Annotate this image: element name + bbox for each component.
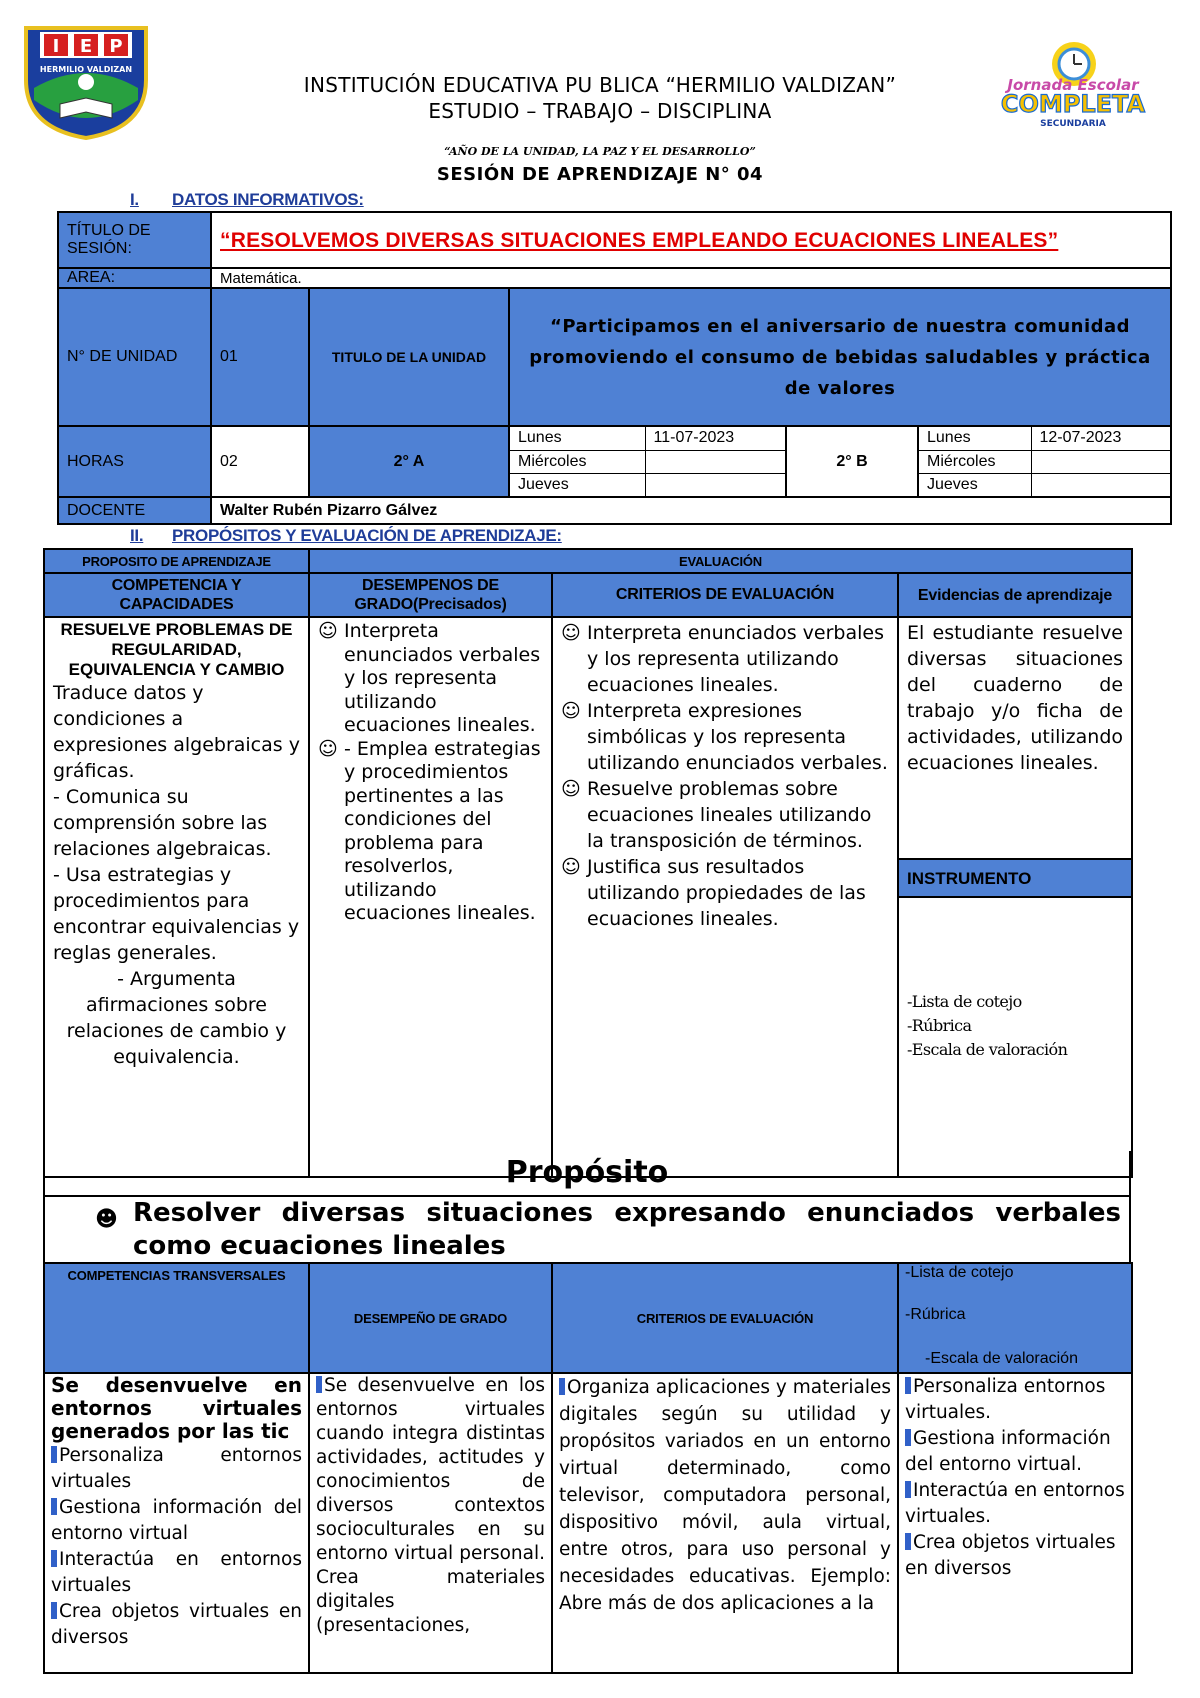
smiley-icon: ☺ (318, 737, 338, 760)
instrumento-1: -Lista de cotejo (907, 992, 1022, 1011)
criterios-evaluacion-header: CRITERIOS DE EVALUACIÓN (552, 1263, 898, 1373)
criterios-cell (552, 617, 898, 1177)
competencia-transversal-title: Se desenvuelve en entornos virtuales generados por las tic (51, 1373, 302, 1443)
instrumento-2: -Rúbrica (907, 1016, 972, 1035)
day-miercoles-b: Miércoles (919, 450, 1031, 473)
area-label: AREA: (58, 268, 211, 288)
smiley-icon: ☻ (95, 1207, 118, 1232)
unidad-label: N° DE UNIDAD (58, 288, 211, 426)
institution-name: INSTITUCIÓN EDUCATIVA PU BLICA “HERMILIO VALDIZAN” ESTUDIO – TRABAJO – DISCIPLINA (180, 72, 1020, 124)
document-header (0, 0, 1200, 195)
propositos-table (43, 548, 1133, 1178)
desempeno-1: ☺ Interpreta enunciados verbales y los representa utilizando ecuaciones lineales. (318, 620, 541, 736)
instrumento-cell (898, 859, 1132, 1177)
section-1-title: I. DATOS INFORMATIVOS: (130, 190, 364, 209)
capacidad-t-4: Crea objetos virtuales en diversos (51, 1601, 302, 1648)
docente-value: Walter Rubén Pizarro Gálvez (211, 497, 1171, 524)
proposito-aprendizaje-header: PROPOSITO DE APRENDIZAJE (44, 549, 309, 573)
bullet-icon (51, 1446, 57, 1463)
bullet-icon (316, 1376, 322, 1393)
bullet-icon (905, 1481, 911, 1498)
datos-informativos-table (57, 211, 1172, 525)
logo-line2: COMPLETA (1000, 90, 1146, 118)
evidencias-header: Evidencias de aprendizaje (898, 573, 1132, 617)
titulo-sesion-label: TÍTULO DE SESIÓN: (58, 212, 211, 268)
bullet-icon (51, 1498, 57, 1515)
competencia-cell (44, 617, 309, 1177)
schedule-a (509, 426, 786, 497)
desempeno-2: ☺ - Emplea estrategias y procedimientos pertinentes a las condiciones del problema para resolverlos, utilizando ecuaciones lineales. (318, 737, 541, 924)
instrumento-header: INSTRUMENTO (899, 860, 1131, 898)
day-jueves-b: Jueves (919, 473, 1031, 496)
horas-value: 02 (211, 426, 309, 497)
bullet-icon (51, 1602, 57, 1619)
jornada-completa-logo (996, 34, 1150, 130)
day-jueves-a: Jueves (510, 473, 645, 496)
capacidad-4: - Argumenta afirmaciones sobre relaciones de cambio y equivalencia. (66, 968, 287, 1068)
titulo-sesion-value: “RESOLVEMOS DIVERSAS SITUACIONES EMPLEANDO ECUACIONES LINEALES” (211, 212, 1171, 268)
logo-line1: Jornada Escolar (1007, 76, 1139, 94)
evidencias-transversal-cell (898, 1373, 1132, 1673)
capacidad-t-3: Interactúa en entornos virtuales (51, 1549, 302, 1596)
trans-instr-1: -Lista de cotejo (905, 1264, 1014, 1281)
date-a: 11-07-2023 (645, 427, 785, 450)
smiley-icon: ☺ (561, 700, 581, 722)
titulo-unidad-value: “Participamos en el aniversario de nuestra comunidad promoviendo el consumo de bebidas saludables y práctica de valores (509, 288, 1171, 426)
smiley-icon: ☺ (561, 856, 581, 878)
competencia-transversal-cell (44, 1373, 309, 1673)
year-motto: “AÑO DE LA UNIDAD, LA PAZ Y EL DESARROLLO” (444, 145, 756, 158)
competencia-header: COMPETENCIA Y CAPACIDADES (44, 573, 309, 617)
horas-label: HORAS (58, 426, 211, 497)
criterio-transversal-cell (552, 1373, 898, 1673)
competencias-transversales-header: COMPETENCIAS TRANSVERSALES (44, 1263, 309, 1373)
smiley-icon: ☺ (561, 778, 581, 800)
instrumento-list (899, 898, 1131, 1062)
trans-instr-3: -Escala de valoración (925, 1350, 1078, 1367)
criterios-header: CRITERIOS DE EVALUACIÓN (552, 573, 898, 617)
trans-instr-2: -Rúbrica (905, 1306, 966, 1323)
criterio-4: ☺ Justifica sus resultados utilizando propiedades de las ecuaciones lineales. (561, 856, 866, 930)
titulo-unidad-label: TITULO DE LA UNIDAD (309, 288, 509, 426)
capacidad-1: Traduce datos y condiciones a expresiones algebraicas y gráficas. (53, 682, 300, 782)
logo-letter-i: I (52, 36, 60, 57)
date-b: 12-07-2023 (1031, 427, 1170, 450)
desempeno-transversal-cell (309, 1373, 552, 1673)
unidad-value: 01 (211, 288, 309, 426)
school-shield-logo (20, 18, 152, 140)
instrumentos-header (898, 1263, 1132, 1373)
grade-a: 2° A (309, 426, 509, 497)
logo-line3: SECUNDARIA (1040, 119, 1106, 129)
proposito-text: Resolver diversas situaciones expresando enunciados verbales como ecuaciones lineales (133, 1198, 1121, 1261)
session-title: SESIÓN DE APRENDIZAJE N° 04 (436, 164, 764, 185)
grade-b: 2° B (786, 426, 918, 497)
transversales-table (43, 1262, 1133, 1674)
bullet-icon (905, 1377, 911, 1394)
instrumento-3: -Escala de valoración (907, 1040, 1068, 1059)
capacidad-t-2: Gestiona información del entorno virtual (51, 1497, 302, 1544)
area-value: Matemática. (211, 268, 1171, 288)
evidencia-t-4: Crea objetos virtuales en diversos (905, 1532, 1116, 1579)
proposito-text-box (43, 1195, 1131, 1264)
smiley-icon: ☺ (561, 622, 581, 644)
institution-motto: ESTUDIO – TRABAJO – DISCIPLINA (428, 99, 772, 123)
criterio-transversal-text: Organiza aplicaciones y materiales digitales según su utilidad y propósitos variados en un entorno virtual determinado, como televisor, computadora personal, dispositivo móvil, aula virtual, entre otros, para uso personal y necesidades educativas. Ejemplo: Abre más de dos aplicaciones a la (559, 1377, 891, 1614)
day-lunes-b: Lunes (919, 427, 1031, 450)
bullet-icon (559, 1378, 565, 1395)
proposito-title: Propósito (43, 1151, 1131, 1195)
evaluacion-header: EVALUACIÓN (309, 549, 1132, 573)
svg-text:HERMILIO VALDIZAN: HERMILIO VALDIZAN (39, 65, 133, 74)
evidencia-t-3: Interactúa en entornos virtuales. (905, 1480, 1125, 1527)
capacidad-t-1: Personaliza entornos virtuales (51, 1445, 302, 1492)
criterio-1: ☺ Interpreta enunciados verbales y los representa utilizando ecuaciones lineales. (561, 622, 884, 696)
desempeno-transversal-text: Se desenvuelve en los entornos virtuales cuando integra distintas actividades, actitudes y conocimientos de diversos contextos socioculturales en su entorno virtual personal. Crea materiales digitales (presentaciones, (316, 1375, 545, 1636)
evidencia-t-1: Personaliza entornos virtuales. (905, 1376, 1106, 1423)
desempenos-header: DESEMPENOS DE GRADO(Precisados) (309, 573, 552, 617)
logo-letter-p: P (109, 36, 123, 57)
logo-letter-e: E (79, 36, 93, 57)
bullet-icon (51, 1550, 57, 1567)
day-lunes-a: Lunes (510, 427, 645, 450)
bullet-icon (905, 1533, 911, 1550)
bullet-icon (905, 1429, 911, 1446)
criterio-3: ☺ Resuelve problemas sobre ecuaciones lineales utilizando la transposición de términos. (561, 778, 872, 852)
evidencia-t-2: Gestiona información del entorno virtual. (905, 1428, 1111, 1475)
capacidad-3: - Usa estrategias y procedimientos para encontrar equivalencias y reglas generales. (53, 864, 300, 964)
capacidad-2: - Comunica su comprensión sobre las relaciones algebraicas. (53, 786, 272, 860)
desempenos-cell (309, 617, 552, 1177)
schedule-b (918, 426, 1171, 497)
criterio-2: ☺ Interpreta expresiones simbólicas y los representa utilizando enunciados verbales. (561, 700, 888, 774)
evidencia-cell: El estudiante resuelve diversas situaciones del cuaderno de trabajo y/o ficha de actividades, utilizando ecuaciones lineales. (898, 617, 1132, 859)
day-miercoles-a: Miércoles (510, 450, 645, 473)
desempeno-grado-header: DESEMPEÑO DE GRADO (309, 1263, 552, 1373)
section-2-title: II. PROPÓSITOS Y EVALUACIÓN DE APRENDIZAJE: (130, 526, 562, 545)
competencia-title: RESUELVE PROBLEMAS DE REGULARIDAD, EQUIVALENCIA Y CAMBIO (60, 620, 293, 679)
docente-label: DOCENTE (58, 497, 211, 524)
smiley-icon: ☺ (318, 620, 338, 642)
